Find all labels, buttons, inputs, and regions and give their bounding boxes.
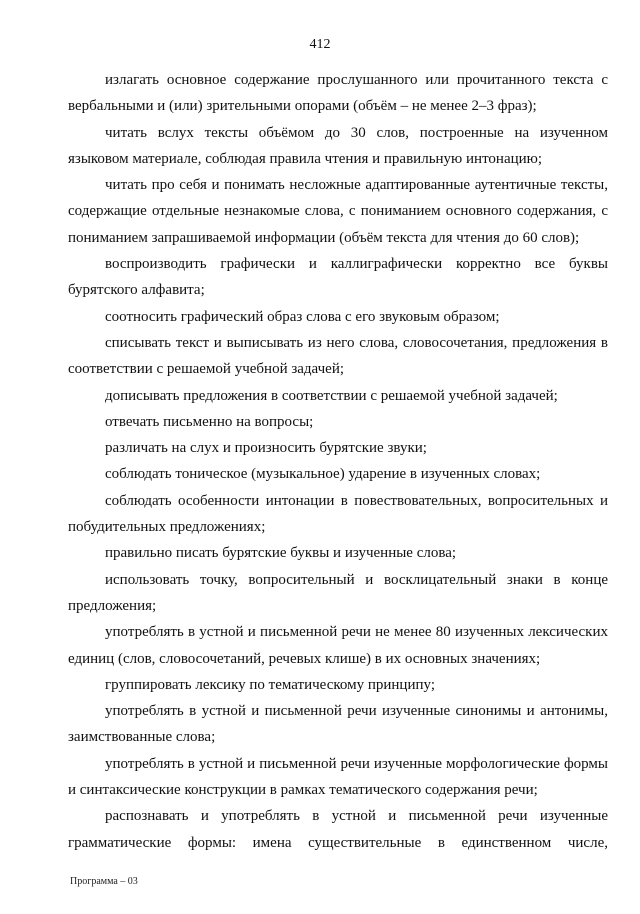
paragraph: читать вслух тексты объёмом до 30 слов, построенные на изученном языковом материале, соблюдая правила чтения и правильную интонацию; [68,124,608,167]
paragraph: списывать текст и выписывать из него слова, словосочетания, предложения в соответствии с решаемой учебной задачей; [68,334,608,378]
paragraph: распознавать и употреблять в устной и письменной речи изученные грамматические формы: имена существительные в единственном числе, [68,808,608,851]
paragraph: соблюдать особенности интонации в повествовательных, вопросительных и побудительных предложениях; [68,492,608,536]
footer-program-code: Программа – 03 [70,876,138,887]
paragraph: правильно писать бурятские буквы и изученные слова; [105,545,457,562]
paragraph: употреблять в устной и письменной речи изученные синонимы и антонимы, заимствованные слова; [68,703,608,746]
paragraph: различать на слух и произносить бурятские звуки; [105,440,427,457]
paragraph: использовать точку, вопросительный и восклицательный знаки в конце предложения; [68,571,608,614]
document-body [68,67,608,856]
paragraph: воспроизводить графически и каллиграфически корректно все буквы бурятского алфавита; [68,256,608,299]
paragraph: соблюдать тоническое (музыкальное) ударение в изученных словах; [105,466,541,483]
paragraph: употреблять в устной и письменной речи не менее 80 изученных лексических единиц (слов, словосочетаний, речевых клише) в их основных значениях; [68,624,608,667]
paragraph: отвечать письменно на вопросы; [105,413,314,430]
paragraph: употреблять в устной и письменной речи изученные морфологические формы и синтаксические конструкции в рамках тематического содержания речи; [68,755,608,799]
paragraph: соотносить графический образ слова с его звуковым образом; [105,308,500,325]
paragraph: излагать основное содержание прослушанного или прочитанного текста с вербальными и (или) зрительными опорами (объём – не менее 2–3 фраз); [68,72,608,115]
page-number: 412 [309,37,331,52]
paragraph: группировать лексику по тематическому принципу; [105,676,435,693]
paragraph: читать про себя и понимать несложные адаптированные аутентичные тексты, содержащие отдельные незнакомые слова, с пониманием основного содержания, с пониманием запрашиваемой информации (объём текста для чтения до 60 слов); [68,177,608,246]
paragraph: дописывать предложения в соответствии с решаемой учебной задачей; [105,387,558,404]
